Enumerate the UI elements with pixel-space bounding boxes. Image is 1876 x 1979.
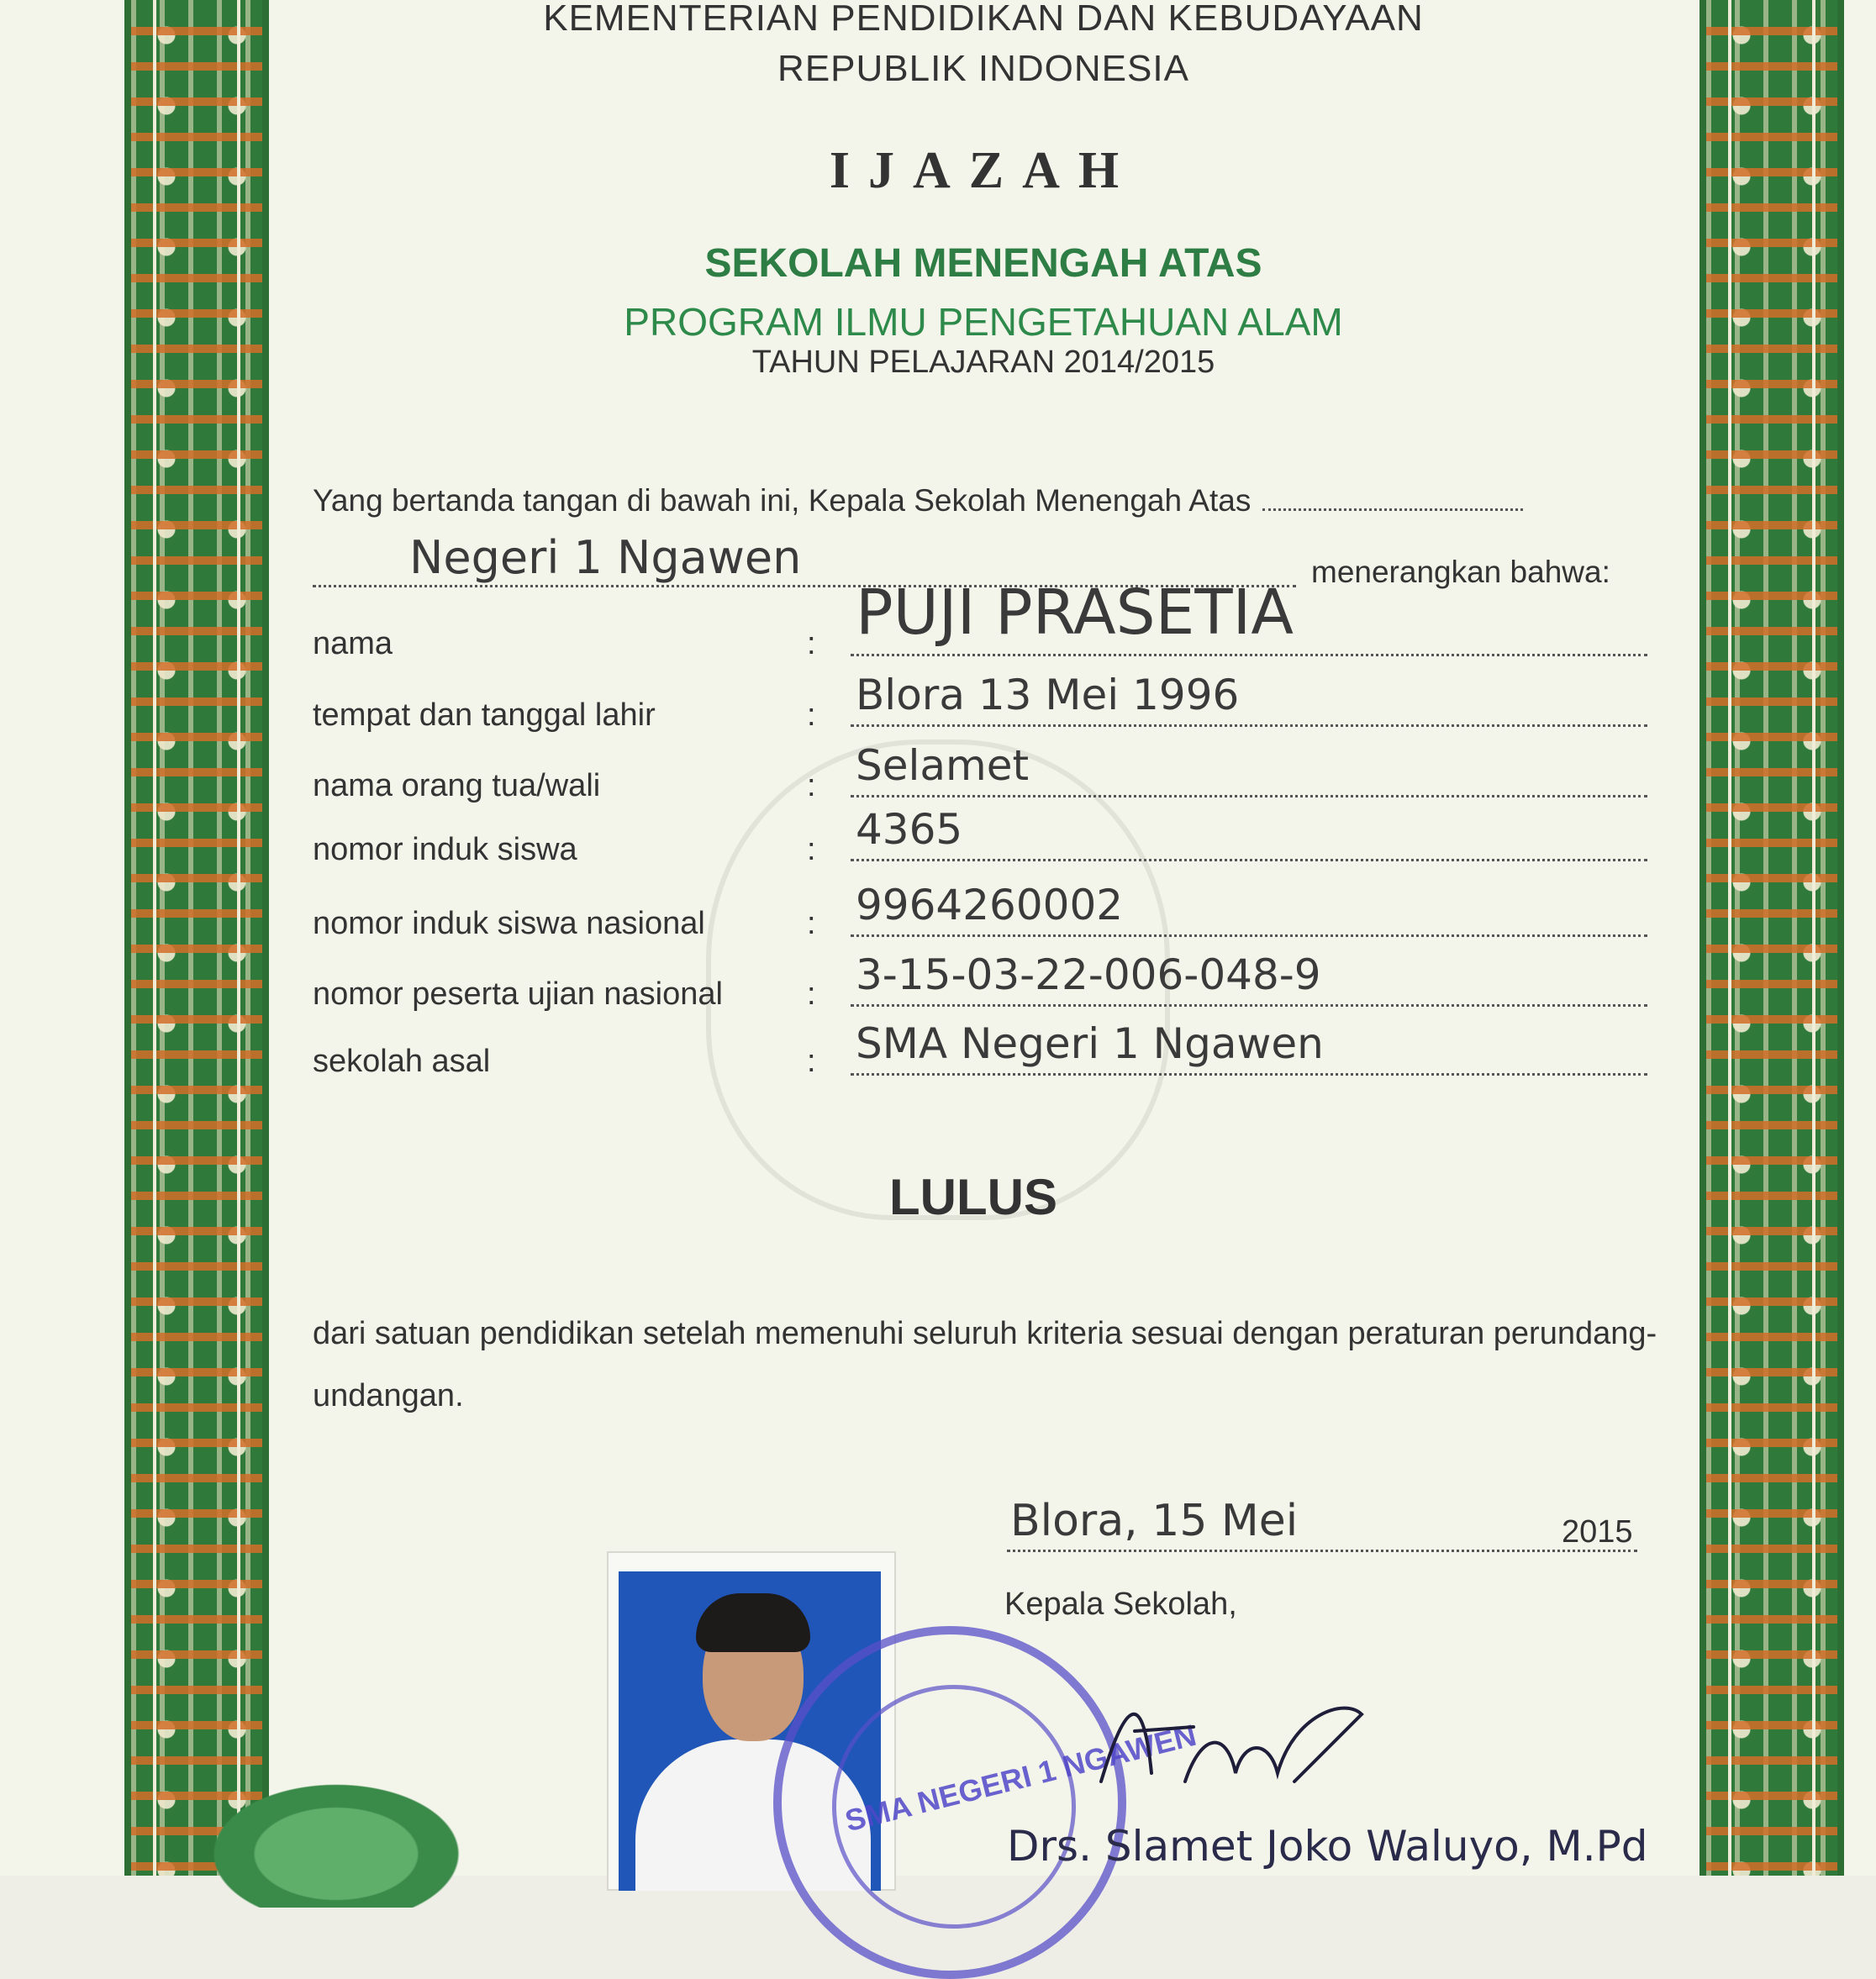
result-status: LULUS [889,1169,1057,1225]
field-label-nisn: nomor induk siswa nasional [313,906,705,941]
field-value-nis: 4365 [856,805,963,854]
place-date-handwritten: Blora, 15 Mei [1010,1496,1299,1546]
field-value-line [851,739,1647,797]
field-label-origin-school: sekolah asal [313,1044,491,1079]
intro-suffix: menerangkan bahwa: [1311,555,1610,589]
field-colon: : [807,768,816,803]
field-label-exam-number: nomor peserta ujian nasional [313,976,723,1012]
field-colon: : [807,626,816,661]
signing-year: 2015 [1562,1514,1633,1550]
field-value-nama: PUJI PRASETIA [856,576,1294,649]
graduation-statement: dari satuan pendidikan setelah memenuhi seluruh kriteria sesuai dengan peraturan perundang-undangan. [313,1316,1657,1413]
field-colon: : [807,1044,816,1079]
ministry-name: KEMENTERIAN PENDIDIKAN DAN KEBUDAYAAN [543,0,1424,39]
headmaster-signature [1076,1681,1378,1798]
field-value-line [851,672,1647,727]
field-value-line [851,952,1647,1007]
school-stamp [773,1626,1200,1979]
school-name-handwritten: Negeri 1 Ngawen [409,531,802,584]
field-value-parent: Selamet [856,741,1030,790]
program-name: PROGRAM ILMU PENGETAHUAN ALAM [624,300,1343,344]
field-label-nama: nama [313,626,393,661]
stamp-text: SMA NEGERI 1 NGAWEN [841,1717,1200,1839]
school-type: SEKOLAH MENENGAH ATAS [704,241,1262,286]
embossed-seal [193,1773,479,1908]
field-value-line [851,882,1647,937]
field-value-line [851,576,1647,656]
field-label-parent: nama orang tua/wali [313,768,601,803]
field-colon: : [807,832,816,867]
field-label-nis: nomor induk siswa [313,832,577,867]
field-colon: : [807,906,816,941]
headmaster-name: Drs. Slamet Joko Waluyo, M.Pd [1007,1822,1648,1871]
intro-text [313,483,1523,518]
academic-year: TAHUN PELAJARAN 2014/2015 [751,345,1215,380]
ornamental-border-right [1699,0,1844,1876]
certificate-title: IJAZAH [829,142,1138,199]
field-colon: : [807,697,816,733]
field-label-ttl: tempat dan tanggal lahir [313,697,656,733]
intro-statement: Yang bertanda tangan di bawah ini, Kepala Sekolah Menengah Atas [313,483,1252,518]
field-value-line [851,807,1647,861]
field-value-ttl: Blora 13 Mei 1996 [856,671,1240,719]
field-value-exam-number: 3-15-03-22-006-048-9 [856,950,1321,999]
field-value-nisn: 9964260002 [856,881,1124,929]
field-value-origin-school: SMA Negeri 1 Ngawen [856,1019,1324,1068]
ministry-heading [277,0,1689,94]
field-colon: : [807,976,816,1012]
republic-name: REPUBLIK INDONESIA [777,48,1189,89]
place-date-line [1007,1497,1637,1552]
ornamental-border-left [124,0,269,1876]
field-value-line [851,1021,1647,1076]
headmaster-role: Kepala Sekolah, [1004,1587,1237,1622]
